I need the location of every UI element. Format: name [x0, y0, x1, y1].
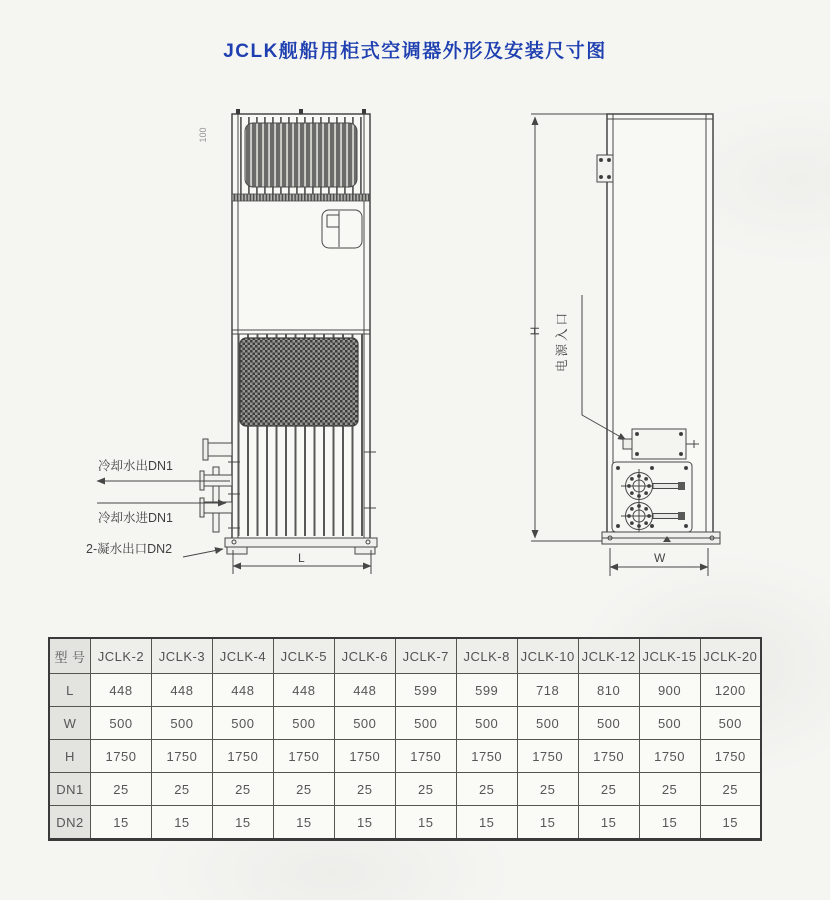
value-cell: 1750: [639, 740, 700, 773]
value-cell: 15: [334, 806, 395, 840]
dim-H-label: H: [528, 326, 542, 336]
air-outlet-opening: [245, 123, 357, 187]
table-row: [49, 806, 761, 840]
valve-panel: [612, 462, 692, 533]
value-cell: 500: [456, 707, 517, 740]
divider-band: [232, 194, 370, 201]
value-cell: 25: [517, 773, 578, 806]
value-cell: 15: [395, 806, 456, 840]
model-header-cell: JCLK-15: [639, 638, 700, 674]
value-cell: 448: [212, 674, 273, 707]
value-cell: 1750: [151, 740, 212, 773]
value-cell: 25: [456, 773, 517, 806]
front-view: [97, 109, 377, 574]
condensate-leader-line: [183, 549, 223, 557]
value-cell: 500: [700, 707, 761, 740]
value-cell: 15: [639, 806, 700, 840]
value-cell: 15: [700, 806, 761, 840]
value-cell: 1750: [517, 740, 578, 773]
value-cell: 25: [151, 773, 212, 806]
value-cell: 25: [334, 773, 395, 806]
value-cell: 15: [273, 806, 334, 840]
value-cell: 25: [212, 773, 273, 806]
value-cell: 1750: [91, 740, 152, 773]
value-cell: 718: [517, 674, 578, 707]
value-cell: 500: [91, 707, 152, 740]
model-header-cell: JCLK-7: [395, 638, 456, 674]
value-cell: 1750: [273, 740, 334, 773]
value-cell: 448: [91, 674, 152, 707]
value-cell: 810: [578, 674, 639, 707]
dimension-H: [531, 114, 607, 541]
spec-table: [48, 637, 762, 841]
value-cell: 500: [151, 707, 212, 740]
table-row: [49, 773, 761, 806]
value-cell: 15: [151, 806, 212, 840]
value-cell: 500: [395, 707, 456, 740]
row-label-cell: DN1: [49, 773, 91, 806]
model-header-cell: JCLK-3: [151, 638, 212, 674]
value-cell: 500: [334, 707, 395, 740]
value-cell: 1750: [700, 740, 761, 773]
value-cell: 500: [273, 707, 334, 740]
value-cell: 15: [91, 806, 152, 840]
row-label-cell: H: [49, 740, 91, 773]
model-header-cell: JCLK-20: [700, 638, 761, 674]
valve-handle-upper: [653, 484, 679, 489]
table-row: [49, 674, 761, 707]
value-cell: 599: [456, 674, 517, 707]
row-label-cell: L: [49, 674, 91, 707]
model-header-cell: JCLK-10: [517, 638, 578, 674]
value-cell: 448: [273, 674, 334, 707]
mounting-bracket: [597, 155, 613, 182]
power-inlet-label: 电源入口: [555, 309, 569, 373]
dim-W-label: W: [654, 551, 666, 565]
dim-L-label: L: [298, 551, 305, 565]
table-row: [49, 740, 761, 773]
model-header-cell: JCLK-8: [456, 638, 517, 674]
cooling-water-out-label: 冷却水出DN1: [98, 459, 174, 473]
row-label-cell: W: [49, 707, 91, 740]
value-cell: 500: [212, 707, 273, 740]
table-row: [49, 707, 761, 740]
value-cell: 599: [395, 674, 456, 707]
value-cell: 1750: [212, 740, 273, 773]
value-cell: 500: [578, 707, 639, 740]
value-cell: 900: [639, 674, 700, 707]
value-cell: 448: [151, 674, 212, 707]
value-cell: 1750: [578, 740, 639, 773]
condensate-out-label: 2-凝水出口DN2: [86, 542, 173, 556]
dim-100-label: 100: [198, 127, 208, 143]
value-cell: 25: [273, 773, 334, 806]
value-cell: 448: [334, 674, 395, 707]
cooling-water-in-label: 冷却水进DN1: [98, 511, 174, 525]
value-cell: 25: [91, 773, 152, 806]
value-cell: 1200: [700, 674, 761, 707]
model-header-cell: JCLK-2: [91, 638, 152, 674]
model-header-cell: JCLK-4: [212, 638, 273, 674]
value-cell: 25: [578, 773, 639, 806]
table-header-row: [49, 638, 761, 674]
model-header-cell: JCLK-5: [273, 638, 334, 674]
page-title: JCLK舰船用柜式空调器外形及安装尺寸图: [223, 41, 607, 62]
value-cell: 15: [456, 806, 517, 840]
side-base: [602, 532, 720, 544]
value-cell: 1750: [334, 740, 395, 773]
value-cell: 500: [639, 707, 700, 740]
value-cell: 25: [395, 773, 456, 806]
value-cell: 1750: [456, 740, 517, 773]
model-header-cell: JCLK-6: [334, 638, 395, 674]
model-header-cell: JCLK-12: [578, 638, 639, 674]
row-label-cell: DN2: [49, 806, 91, 840]
value-cell: 25: [639, 773, 700, 806]
value-cell: 15: [578, 806, 639, 840]
value-cell: 15: [517, 806, 578, 840]
mesh-intake-grille: [240, 338, 358, 426]
model-label-cell: 型 号: [49, 638, 91, 674]
value-cell: 25: [700, 773, 761, 806]
value-cell: 500: [517, 707, 578, 740]
dimension-table: [48, 637, 762, 841]
value-cell: 1750: [395, 740, 456, 773]
table-body: [49, 674, 761, 840]
valve-handle-lower: [653, 514, 679, 519]
value-cell: 15: [212, 806, 273, 840]
